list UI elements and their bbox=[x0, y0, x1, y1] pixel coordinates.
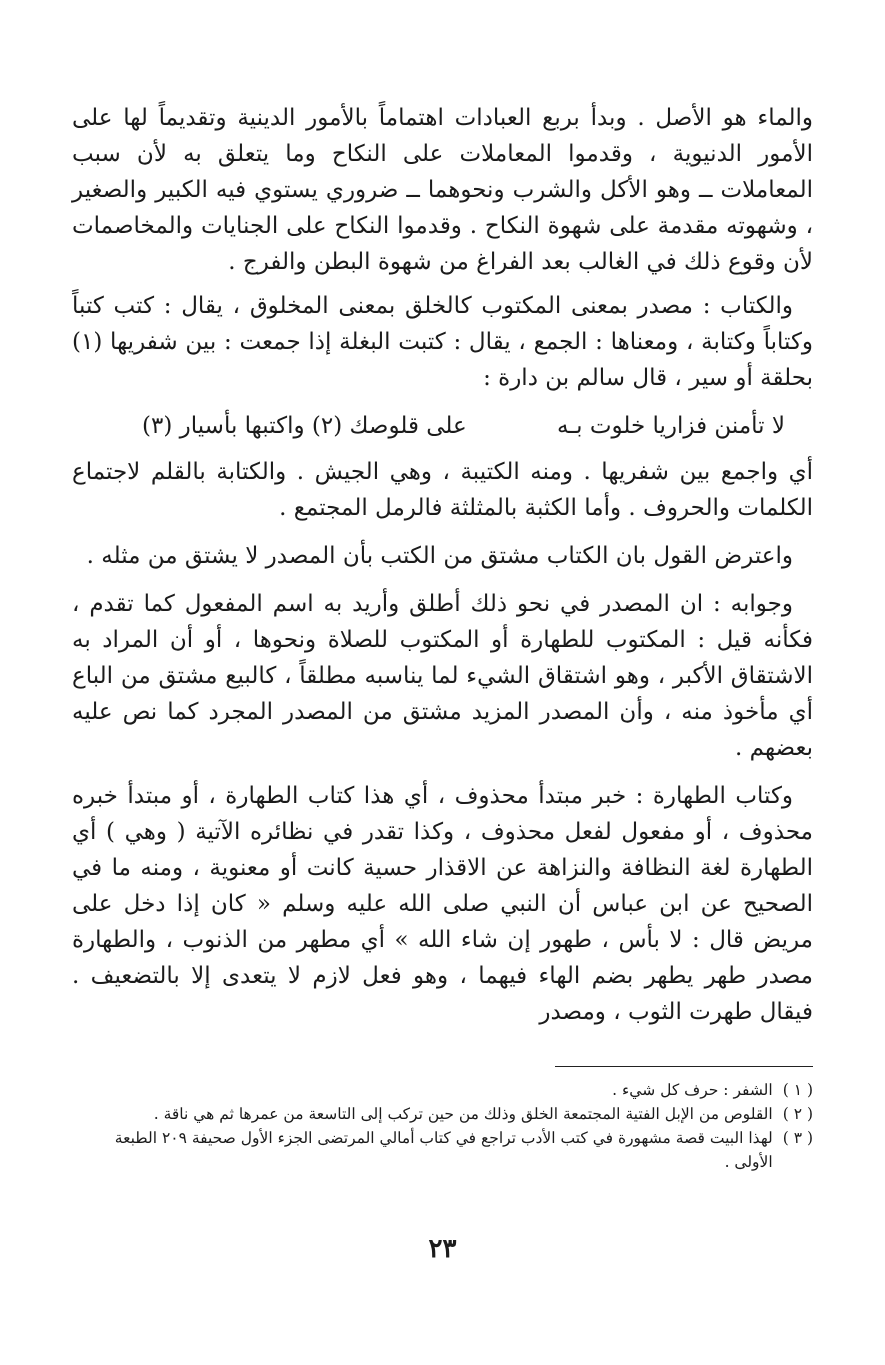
verse-first-hemistich: لا تأمنن فزاريا خلوت بـه bbox=[557, 413, 785, 439]
footnote-number: ( ٢ ) bbox=[782, 1105, 813, 1123]
main-text bbox=[72, 100, 813, 1042]
footnote-1 bbox=[72, 1078, 813, 1102]
paragraph-1: والماء هو الأصل . وبدأ بربع العبادات اهتماماً بالأمور الدينية وتقديماً لها على الأمور الدنيوية ، وقدموا المعاملات على النكاح وما يتعلق به لأن سبب المعاملات ــ وهو الأكل والشرب ونحوهما ــ ضروري يستوي فيه الكبير والصغير ، وشهوته مقدمة على شهوة النكاح . وقدموا النكاح على الجنايات والمخاصمات لأن وقوع ذلك في الغالب بعد الفراغ من شهوة البطن والفرج . bbox=[72, 105, 813, 275]
footnote-number: ( ٣ ) bbox=[782, 1129, 813, 1147]
footnote-text: الشفر : حرف كل شيء . bbox=[612, 1081, 773, 1099]
paragraph-4: واعترض القول بان الكتاب مشتق من الكتب بأن المصدر لا يشتق من مثله . bbox=[86, 543, 793, 569]
footnote-text: لهذا البيت قصة مشهورة في كتب الأدب تراجع في كتاب أمالي المرتضى الجزء الأول صحيفة ٢٠٩ الطبعة الأولى . bbox=[114, 1129, 773, 1171]
paragraph-2: والكتاب : مصدر بمعنى المكتوب كالخلق بمعنى المخلوق ، يقال : كتب كتباً وكتاباً وكتابة ، ومعناها : الجمع ، يقال : كتبت البغلة إذا جمعت : بين شفريها (١) بحلقة أو سير ، قال سالم بن دارة : bbox=[72, 293, 813, 391]
paragraph-3: أي واجمع بين شفريها . ومنه الكتيبة ، وهي الجيش . والكتابة بالقلم لاجتماع الكلمات والحروف . وأما الكثبة بالمثلثة فالرمل المجتمع . bbox=[72, 459, 813, 521]
footnote-separator bbox=[555, 1066, 813, 1067]
footnote-number: ( ١ ) bbox=[782, 1081, 813, 1099]
verse-second-hemistich: على قلوصك (٢) واكتبها بأسيار (٣) bbox=[142, 413, 467, 439]
footnote-text: القلوص من الإبل الفتية المجتمعة الخلق وذلك من حين تركب إلى التاسعة من عمرها ثم هي ناقة . bbox=[153, 1105, 773, 1123]
page-number: ٢٣ bbox=[428, 1234, 457, 1264]
poetry-verse bbox=[72, 408, 813, 444]
paragraph-6: وكتاب الطهارة : خبر مبتدأ محذوف ، أي هذا كتاب الطهارة ، أو مبتدأ خبره محذوف ، أو مفعول لفعل محذوف ، وكذا تقدر في نظائره الآتية ( وهي ) أي الطهارة لغة النظافة والنزاهة عن الاقذار حسية كانت أو معنوية ، ومنه ما في الصحيح عن ابن عباس أن النبي صلى الله عليه وسلم « كان إذا دخل على مريض قال : لا بأس ، طهور إن شاء الله » أي مطهر من الذنوب ، والطهارة مصدر طهر يطهر بضم الهاء فيهما ، وهو فعل لازم لا يتعدى إلا بالتضعيف . فيقال طهرت الثوب ، ومصدر bbox=[72, 783, 813, 1025]
footnote-2 bbox=[72, 1102, 813, 1126]
footnote-3 bbox=[72, 1126, 813, 1174]
footnotes bbox=[72, 1078, 813, 1174]
paragraph-5: وجوابه : ان المصدر في نحو ذلك أطلق وأريد به اسم المفعول كما تقدم ، فكأنه قيل : المكتوب للطهارة أو المكتوب للصلاة ونحوها ، أو أن المراد به الاشتقاق الأكبر ، وهو اشتقاق الشيء لما يناسبه مطلقاً ، كالبيع مشتق من الباع أي مأخوذ منه ، وأن المصدر المزيد مشتق من المصدر المجرد كما نص عليه بعضهم . bbox=[72, 591, 813, 761]
